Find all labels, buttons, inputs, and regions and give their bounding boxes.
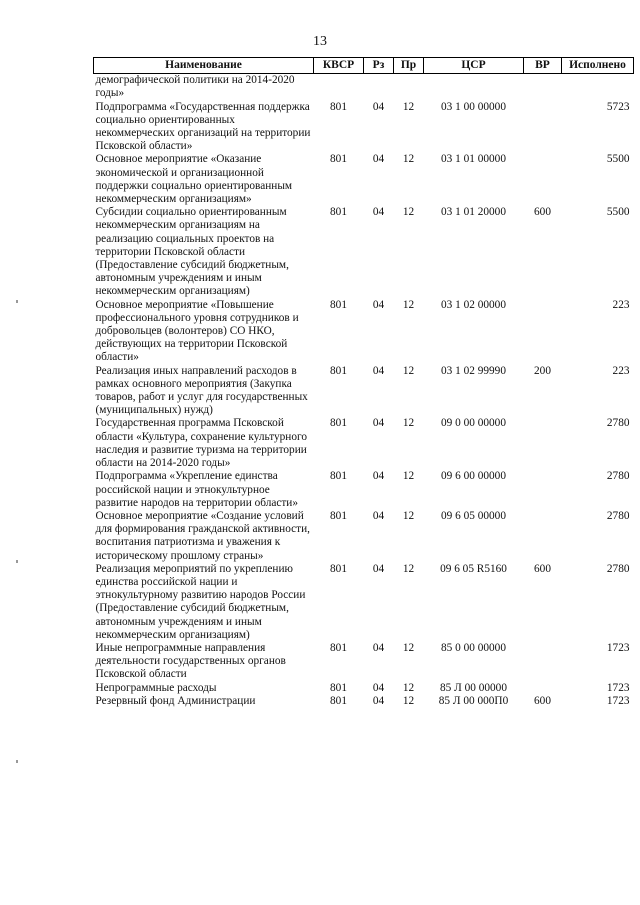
cell-vr (524, 642, 562, 682)
header-rz: Рз (364, 58, 394, 74)
table-row (94, 74, 634, 101)
cell-done: 1723 (606, 681, 630, 694)
cell-vr: 600 (534, 694, 551, 707)
cell-csr: 09 6 05 00000 (441, 509, 506, 522)
table-row (94, 206, 634, 298)
cell-name: демографической политики на 2014-2020 годы» (95, 74, 295, 100)
table-row (94, 101, 634, 154)
cell-name: Подпрограмма «Государственная поддержка социально ориентированных некоммерческих организаций на территории Псковской области» (95, 100, 311, 153)
cell-done: 5500 (606, 153, 630, 166)
cell-csr: 85 Л 00 00000 (440, 681, 507, 694)
cell-done: 5500 (606, 206, 630, 219)
cell-kvsr: 801 (330, 100, 347, 113)
cell-name: Непрограммные расходы (95, 681, 217, 694)
cell-vr (524, 682, 562, 695)
table-row (94, 563, 634, 642)
cell-csr: 85 0 00 00000 (441, 641, 506, 654)
cell-kvsr: 801 (330, 562, 347, 575)
cell-pr: 12 (402, 153, 415, 166)
budget-table-container (93, 57, 630, 708)
cell-pr: 12 (402, 562, 415, 575)
cell-kvsr: 801 (330, 417, 347, 430)
cell-pr: 12 (402, 206, 415, 219)
cell-name: Реализация иных направлений расходов в рамках основного мероприятия (Закупка товаров, работ и услуг для государственных (муниципальных) нужд) (95, 364, 308, 417)
cell-vr: 600 (534, 562, 551, 575)
cell-done: 5723 (606, 100, 630, 113)
cell-rz: 04 (372, 681, 385, 694)
cell-kvsr: 801 (330, 298, 347, 311)
cell-pr: 12 (402, 509, 415, 522)
cell-rz: 04 (372, 470, 385, 483)
cell-name: Иные непрограммные направления деятельности государственных органов Псковской области (95, 641, 286, 681)
cell-kvsr: 801 (330, 364, 347, 377)
cell-rz: 04 (372, 206, 385, 219)
scan-edge-mark (16, 760, 18, 763)
table-row (94, 153, 634, 206)
cell-name: Основное мероприятие «Создание условий для формирования гражданской активности, воспитания патриотизма и уважения к историческому прошлому страны» (95, 509, 310, 562)
cell-csr (424, 74, 524, 101)
cell-done: 2780 (606, 562, 630, 575)
cell-done (562, 74, 634, 101)
header-done: Исполнено (562, 58, 634, 74)
cell-done: 1723 (606, 694, 630, 707)
cell-name: Реализация мероприятий по укреплению единства российской нации и этнокультурному развитию народов России (Предоставление субсидий бюджетным, автономным учреждениям и иным некоммерческим организациям) (95, 562, 306, 641)
cell-kvsr (314, 74, 364, 101)
table-row (94, 642, 634, 682)
cell-vr (524, 153, 562, 206)
cell-rz: 04 (372, 417, 385, 430)
cell-pr: 12 (402, 641, 415, 654)
cell-pr: 12 (402, 298, 415, 311)
cell-kvsr: 801 (330, 681, 347, 694)
cell-rz: 04 (372, 100, 385, 113)
cell-csr: 09 6 00 00000 (441, 470, 506, 483)
cell-rz: 04 (372, 509, 385, 522)
cell-kvsr: 801 (330, 641, 347, 654)
scan-edge-mark (16, 560, 18, 563)
cell-csr: 85 Л 00 000П0 (438, 694, 509, 707)
cell-rz: 04 (372, 562, 385, 575)
cell-done: 223 (612, 298, 630, 311)
cell-kvsr: 801 (330, 206, 347, 219)
cell-name: Подпрограмма «Укрепление единства российской нации и этнокультурное развитие народов на территории области» (95, 470, 298, 509)
table-body (94, 74, 634, 708)
table-row (94, 682, 634, 695)
cell-pr: 12 (402, 100, 415, 113)
scan-edge-mark (16, 300, 18, 303)
header-csr: ЦСР (424, 58, 524, 74)
cell-kvsr: 801 (330, 694, 347, 707)
header-vr: ВР (524, 58, 562, 74)
cell-name: Государственная программа Псковской области «Культура, сохранение культурного наследия и развитие туризма на территории области на 2014-2020 годы» (95, 417, 307, 470)
table-row (94, 365, 634, 418)
cell-kvsr: 801 (330, 509, 347, 522)
cell-done: 2780 (606, 470, 630, 483)
cell-csr: 03 1 01 20000 (441, 206, 506, 219)
cell-csr: 03 1 01 00000 (441, 153, 506, 166)
cell-pr: 12 (402, 694, 415, 707)
page-number: 13 (313, 34, 327, 49)
cell-name: Резервный фонд Администрации (95, 694, 256, 707)
table-row (94, 470, 634, 510)
cell-pr: 12 (402, 470, 415, 483)
cell-csr: 03 1 02 00000 (441, 298, 506, 311)
cell-done: 2780 (606, 509, 630, 522)
cell-rz: 04 (372, 364, 385, 377)
cell-name: Субсидии социально ориентированным некоммерческим организациям на реализацию социальных проектов на территории Псковской области (Предоставление субсидий бюджетным, автономным учреждениям и иным некоммерческим организациям) (95, 206, 289, 298)
cell-rz: 04 (372, 298, 385, 311)
cell-done: 223 (612, 364, 630, 377)
cell-csr: 09 0 00 00000 (441, 417, 506, 430)
cell-vr (524, 101, 562, 154)
cell-vr (524, 299, 562, 365)
cell-done: 1723 (606, 641, 630, 654)
cell-vr (524, 417, 562, 470)
table-row (94, 417, 634, 470)
cell-done: 2780 (606, 417, 630, 430)
table-row (94, 695, 634, 708)
cell-rz: 04 (372, 153, 385, 166)
cell-vr (524, 510, 562, 563)
cell-rz (364, 74, 394, 101)
cell-kvsr: 801 (330, 153, 347, 166)
table-row (94, 299, 634, 365)
cell-pr: 12 (402, 681, 415, 694)
cell-kvsr: 801 (330, 470, 347, 483)
cell-name: Основное мероприятие «Повышение профессионального уровня сотрудников и добровольцев (волонтеров) СО НКО, действующих на территории Псковской области» (95, 298, 299, 364)
cell-csr: 09 6 05 R5160 (440, 562, 507, 575)
cell-rz: 04 (372, 694, 385, 707)
cell-vr (524, 470, 562, 510)
cell-csr: 03 1 00 00000 (441, 100, 506, 113)
cell-vr: 200 (534, 364, 551, 377)
cell-name: Основное мероприятие «Оказание экономической и организационной поддержки социально ориентированным некоммерческим организациям» (95, 153, 293, 206)
table-header-row (94, 58, 634, 74)
table-row (94, 510, 634, 563)
cell-vr (524, 74, 562, 101)
cell-pr: 12 (402, 364, 415, 377)
header-kvsr: КВСР (314, 58, 364, 74)
cell-rz: 04 (372, 641, 385, 654)
cell-pr (394, 74, 424, 101)
header-pr: Пр (394, 58, 424, 74)
cell-pr: 12 (402, 417, 415, 430)
cell-vr: 600 (534, 206, 551, 219)
budget-execution-table (93, 57, 634, 708)
header-name: Наименование (94, 58, 314, 74)
cell-csr: 03 1 02 99990 (441, 364, 506, 377)
